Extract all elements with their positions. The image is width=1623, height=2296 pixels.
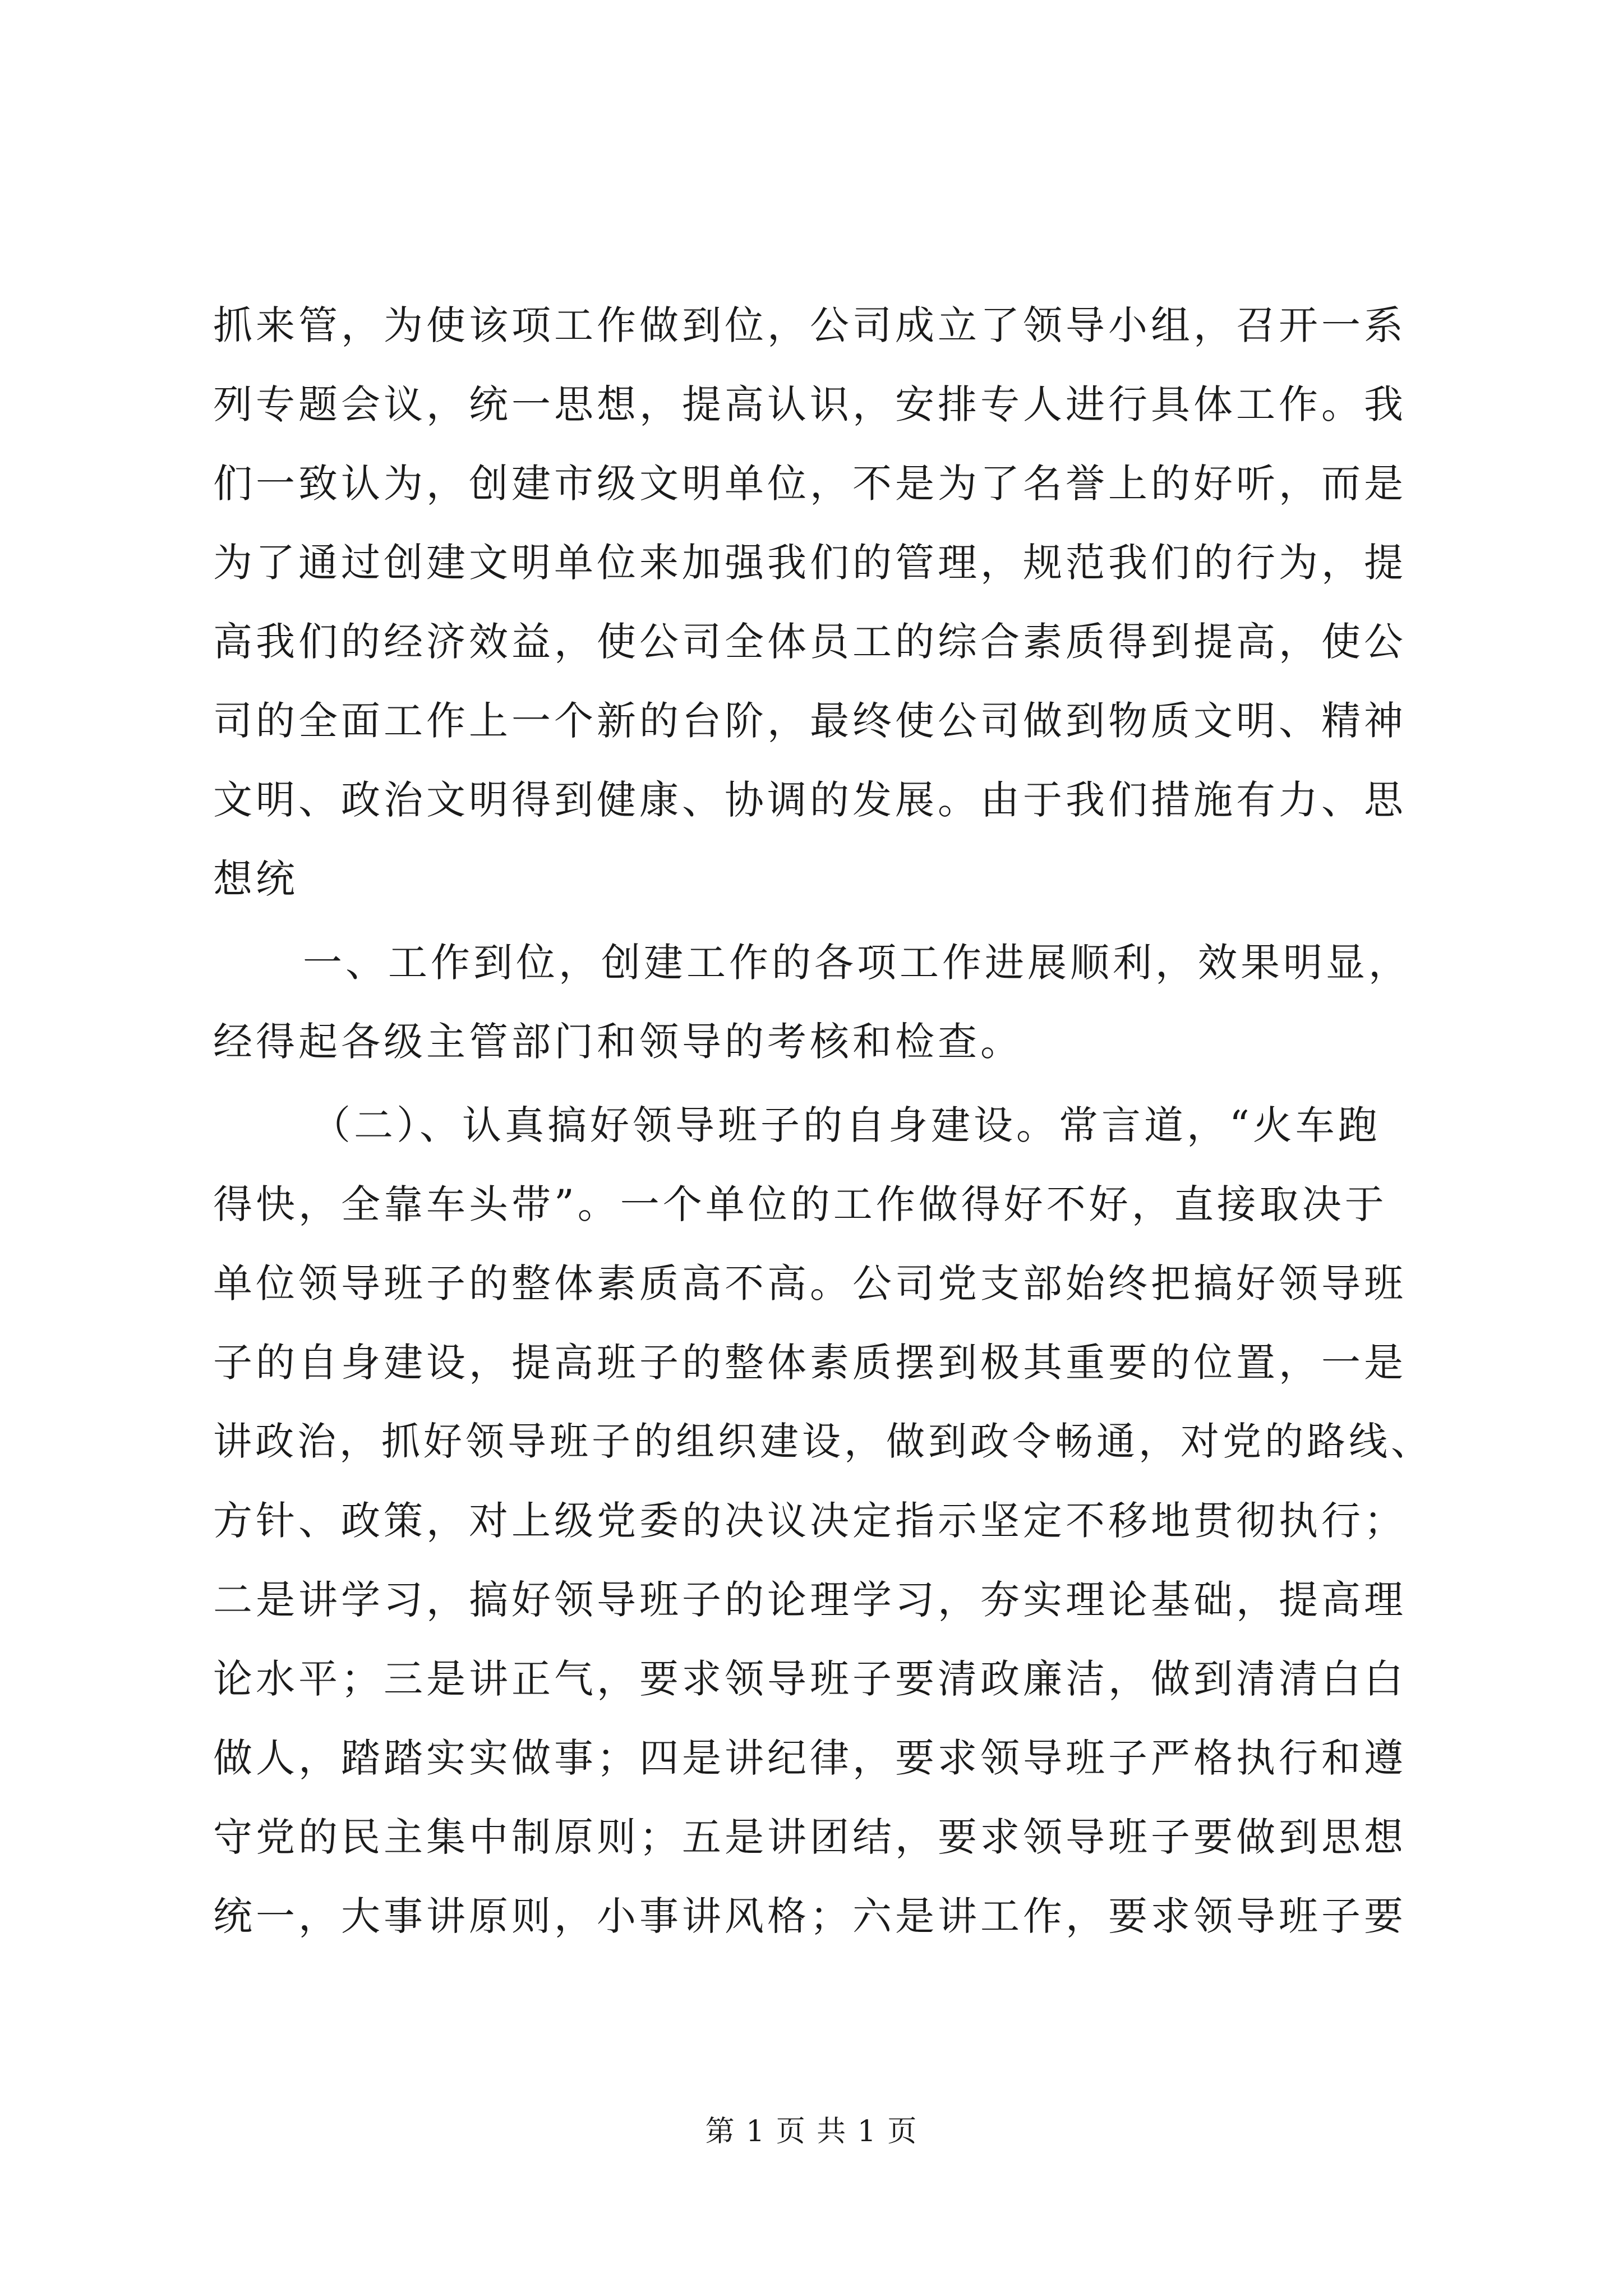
body-line-1: 抓来管，为使该项工作做到位，公司成立了领导小组，召开一系 <box>213 302 1407 348</box>
body-line-6: 司的全面工作上一个新的台阶，最终使公司做到物质文明、精神 <box>213 698 1407 744</box>
body-line-17: 二是讲学习，搞好领导班子的论理学习，夯实理论基础，提高理 <box>213 1577 1407 1623</box>
body-line-15: 讲政治，抓好领导班子的组织建设，做到政令畅通，对党的路线、 <box>213 1419 1433 1464</box>
section-heading-1: 一、工作到位，创建工作的各项工作进展顺利，效果明显， <box>303 940 1411 986</box>
body-line-14: 子的自身建设，提高班子的整体素质摆到极其重要的位置，一是 <box>213 1340 1407 1386</box>
section-heading-2: （二）、认真搞好领导班子的自身建设。常言道，“火车跑 <box>311 1102 1381 1148</box>
body-line-7: 文明、政治文明得到健康、协调的发展。由于我们措施有力、思 <box>213 777 1407 823</box>
body-line-12: 得快，全靠车头带”。一个单位的工作做得好不好，直接取决于 <box>213 1181 1387 1227</box>
body-line-10: 经得起各级主管部门和领导的考核和检查。 <box>213 1019 1023 1065</box>
page-footer: 第 1 页 共 1 页 <box>705 2115 918 2148</box>
body-line-5: 高我们的经济效益，使公司全体员工的综合素质得到提高，使公 <box>213 619 1407 665</box>
body-line-4: 为了通过创建文明单位来加强我们的管理，规范我们的行为，提 <box>213 540 1407 586</box>
body-line-2: 列专题会议，统一思想，提高认识，安排专人进行具体工作。我 <box>213 381 1407 427</box>
body-line-20: 守党的民主集中制原则；五是讲团结，要求领导班子要做到思想 <box>213 1814 1407 1860</box>
body-line-3: 们一致认为，创建市级文明单位，不是为了名誉上的好听，而是 <box>213 461 1407 507</box>
body-line-18: 论水平；三是讲正气，要求领导班子要清政廉洁，做到清清白白 <box>213 1656 1407 1702</box>
body-line-8: 想统 <box>213 856 298 902</box>
body-line-16: 方针、政策，对上级党委的决议决定指示坚定不移地贯彻执行； <box>213 1498 1407 1544</box>
body-line-21: 统一，大事讲原则，小事讲风格；六是讲工作，要求领导班子要 <box>213 1893 1407 1939</box>
body-line-19: 做人，踏踏实实做事；四是讲纪律，要求领导班子严格执行和遵 <box>213 1735 1407 1781</box>
body-line-13: 单位领导班子的整体素质高不高。公司党支部始终把搞好领导班 <box>213 1260 1407 1306</box>
